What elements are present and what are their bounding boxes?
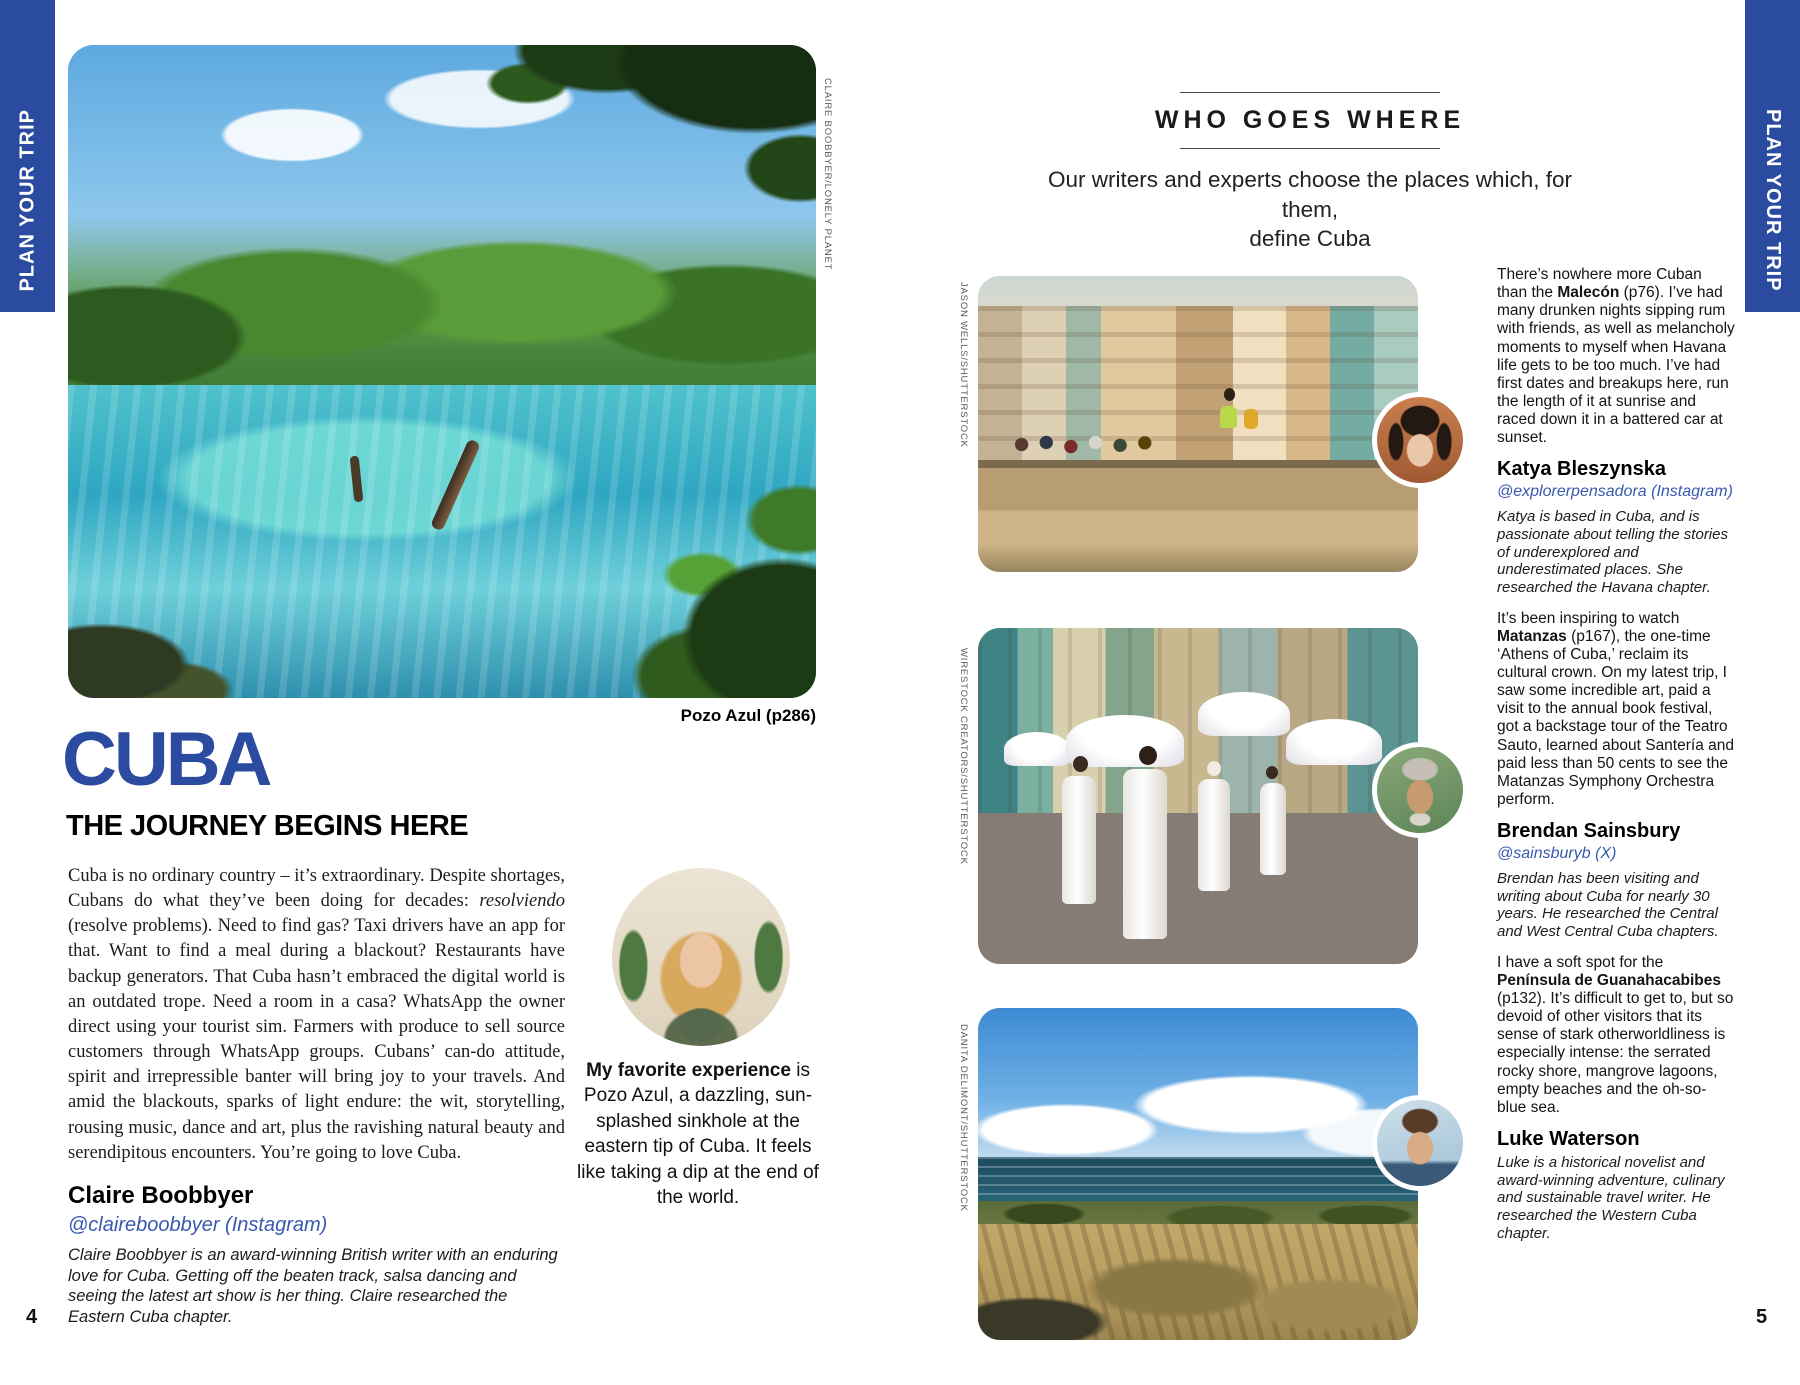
photo-credit-procession: WIRESTOCK CREATORS/SHUTTERSTOCK (958, 648, 969, 865)
author-handle-link[interactable]: @claireboobbyer (Instagram) (68, 1213, 328, 1236)
photo-umbrella (1286, 719, 1382, 765)
photo-credit-malecon: JASON WELLS/SHUTTERSTOCK (958, 282, 969, 448)
brendan-portrait-avatar (1372, 742, 1468, 838)
brendan-bio: Brendan has been visiting and writing about Cuba for nearly 30 years. He researched the Central and West Central Cuba chapters. (1497, 870, 1719, 941)
photo-sitting-person-2 (1244, 409, 1258, 429)
page-number-left: 4 (26, 1306, 38, 1328)
photo-person-head (1266, 766, 1278, 779)
who-goes-where-header (1020, 92, 1600, 254)
brendan-paragraph: It’s been inspiring to watch Matanzas (p167), the one-time ‘Athens of Cuba,’ reclaim its cultural crown. On my latest trip, I saw some incredible art, paid a visit to the annual book festival, got a backstage tour of the Teatro Sauto, learned about Santería and paid less than 50 cents to see the Matanzas Symphony Orchestra perform. (1497, 609, 1734, 808)
photo-person-head (1073, 756, 1088, 772)
photo-rocks (68, 528, 292, 698)
photo-people (1004, 424, 1180, 465)
photo-sea-wall (978, 460, 1418, 572)
photo-credit-coast: DANITA DELIMONT/SHUTTERSTOCK (958, 1024, 969, 1212)
author-name: Claire Boobbyer (68, 1181, 254, 1209)
luke-paragraph: I have a soft spot for the Península de Guanahacabibes (p132). It’s difficult to get to, but so devoid of other visitors that its sense of stark otherworldliness is especially intense: the serrated rocky shore, mangrove lagoons, empty beaches and the oh-so-blue sea. (1497, 953, 1734, 1116)
header-subtitle-line2: define Cuba (1249, 226, 1371, 252)
photo-caption: Pozo Azul (p286) (680, 706, 816, 725)
page-number-right: 5 (1756, 1306, 1768, 1328)
photo-white-robe-figure (1198, 779, 1230, 891)
header-subtitle-line1: Our writers and experts choose the places which, for them, (1048, 167, 1572, 222)
intro-paragraph: Cuba is no ordinary country – it’s extraordinary. Despite shortages, Cubans do what they’ve been doing for decades: resolviendo (resolve problems). Need to find gas? Taxi drivers have an app for that. Want to find a meal during a blackout? Restaurants have backup generators. That Cuba hasn’t embraced the digital world is an outdated trope. Need a room in a casa? WhatsApp the owner direct using your tourist sim. Farmers with produce to sell source customers through WhatsApp groups. Cubans’ can-do attitude, spirit and irrepressible banter will bring joy to your travels. And amid the blackouts, sparks of light endure: the wit, storytelling, rousing music, dance and art, plus the ravishing natural beauty and serendipitous encounters. You’re going to love Cuba. (68, 866, 565, 1163)
photo-sitting-person (1220, 406, 1237, 428)
photo-credit-left: CLAIRE BOOBBYER/LONELY PLANET (822, 78, 833, 271)
header-title: WHO GOES WHERE (1154, 106, 1466, 134)
malecon-photo (978, 276, 1418, 572)
right-edge-tab (1745, 0, 1800, 312)
katya-handle-link[interactable]: @explorerpensadora (Instagram) (1497, 483, 1733, 501)
page-subtitle: THE JOURNEY BEGINS HERE (66, 810, 469, 842)
photo-person-head (1207, 761, 1221, 776)
luke-name: Luke Waterson (1497, 1127, 1640, 1150)
photo-umbrella (1198, 692, 1290, 736)
left-column (68, 864, 565, 1328)
photo-umbrella (1004, 732, 1070, 766)
left-edge-tab (0, 0, 55, 312)
photo-white-robe-figure (1123, 769, 1167, 939)
katya-bio: Katya is based in Cuba, and is passionate about telling the stories of underexplored and underestimated places. She researched the Havana chapter. (1497, 508, 1728, 596)
luke-portrait-avatar (1372, 1095, 1468, 1191)
brendan-name: Brendan Sainsbury (1497, 820, 1681, 843)
favorite-experience-note: My favorite experience is Pozo Azul, a dazzling, sun-splashed sinkhole at the eastern tip of Cuba. It feels like taking a dip at the end of the world. (577, 1060, 819, 1209)
procession-photo (978, 628, 1418, 964)
pozo-azul-photo (68, 45, 816, 698)
left-tab-label: PLAN YOUR TRIP (16, 109, 38, 292)
right-tab-label: PLAN YOUR TRIP (1762, 109, 1784, 292)
coast-photo (978, 1008, 1418, 1340)
katya-name: Katya Bleszynska (1497, 458, 1666, 481)
photo-fern (532, 424, 816, 698)
author-bio: Claire Boobbyer is an award-winning British writer with an enduring love for Cuba. Getting off the beaten track, salsa dancing and seeing the latest art show is her thing. Claire researched the Eastern Cuba chapter. (68, 1245, 558, 1327)
katya-portrait-avatar (1372, 392, 1468, 488)
katya-paragraph: There’s nowhere more Cuban than the Malecón (p76). I’ve had many drunken nights sipping rum with friends, as well as melancholy moments to myself when Havana life gets to be too much. I’ve had first dates and breakups here, run the length of it at sunrise and raced down it in a battered car at sunset. (1497, 266, 1735, 447)
header-rule-top (1180, 92, 1440, 93)
photo-rocky-shore (978, 1224, 1418, 1340)
header-rule-bottom (1180, 148, 1440, 149)
claire-portrait-avatar (612, 868, 790, 1046)
writers-column (1497, 266, 1735, 1255)
photo-person-head (1139, 746, 1157, 765)
luke-bio: Luke is a historical novelist and award-winning adventure, culinary and sustainable travel writer. He researched the Western Cuba chapter. (1497, 1153, 1725, 1242)
header-subtitle (1020, 165, 1600, 254)
brendan-handle-link[interactable]: @sainsburyb (X) (1497, 845, 1617, 863)
page-title: CUBA (62, 717, 270, 802)
photo-white-robe-figure (1062, 776, 1096, 904)
photo-white-robe-figure (1260, 783, 1286, 875)
photo-sky (978, 1008, 1418, 1164)
